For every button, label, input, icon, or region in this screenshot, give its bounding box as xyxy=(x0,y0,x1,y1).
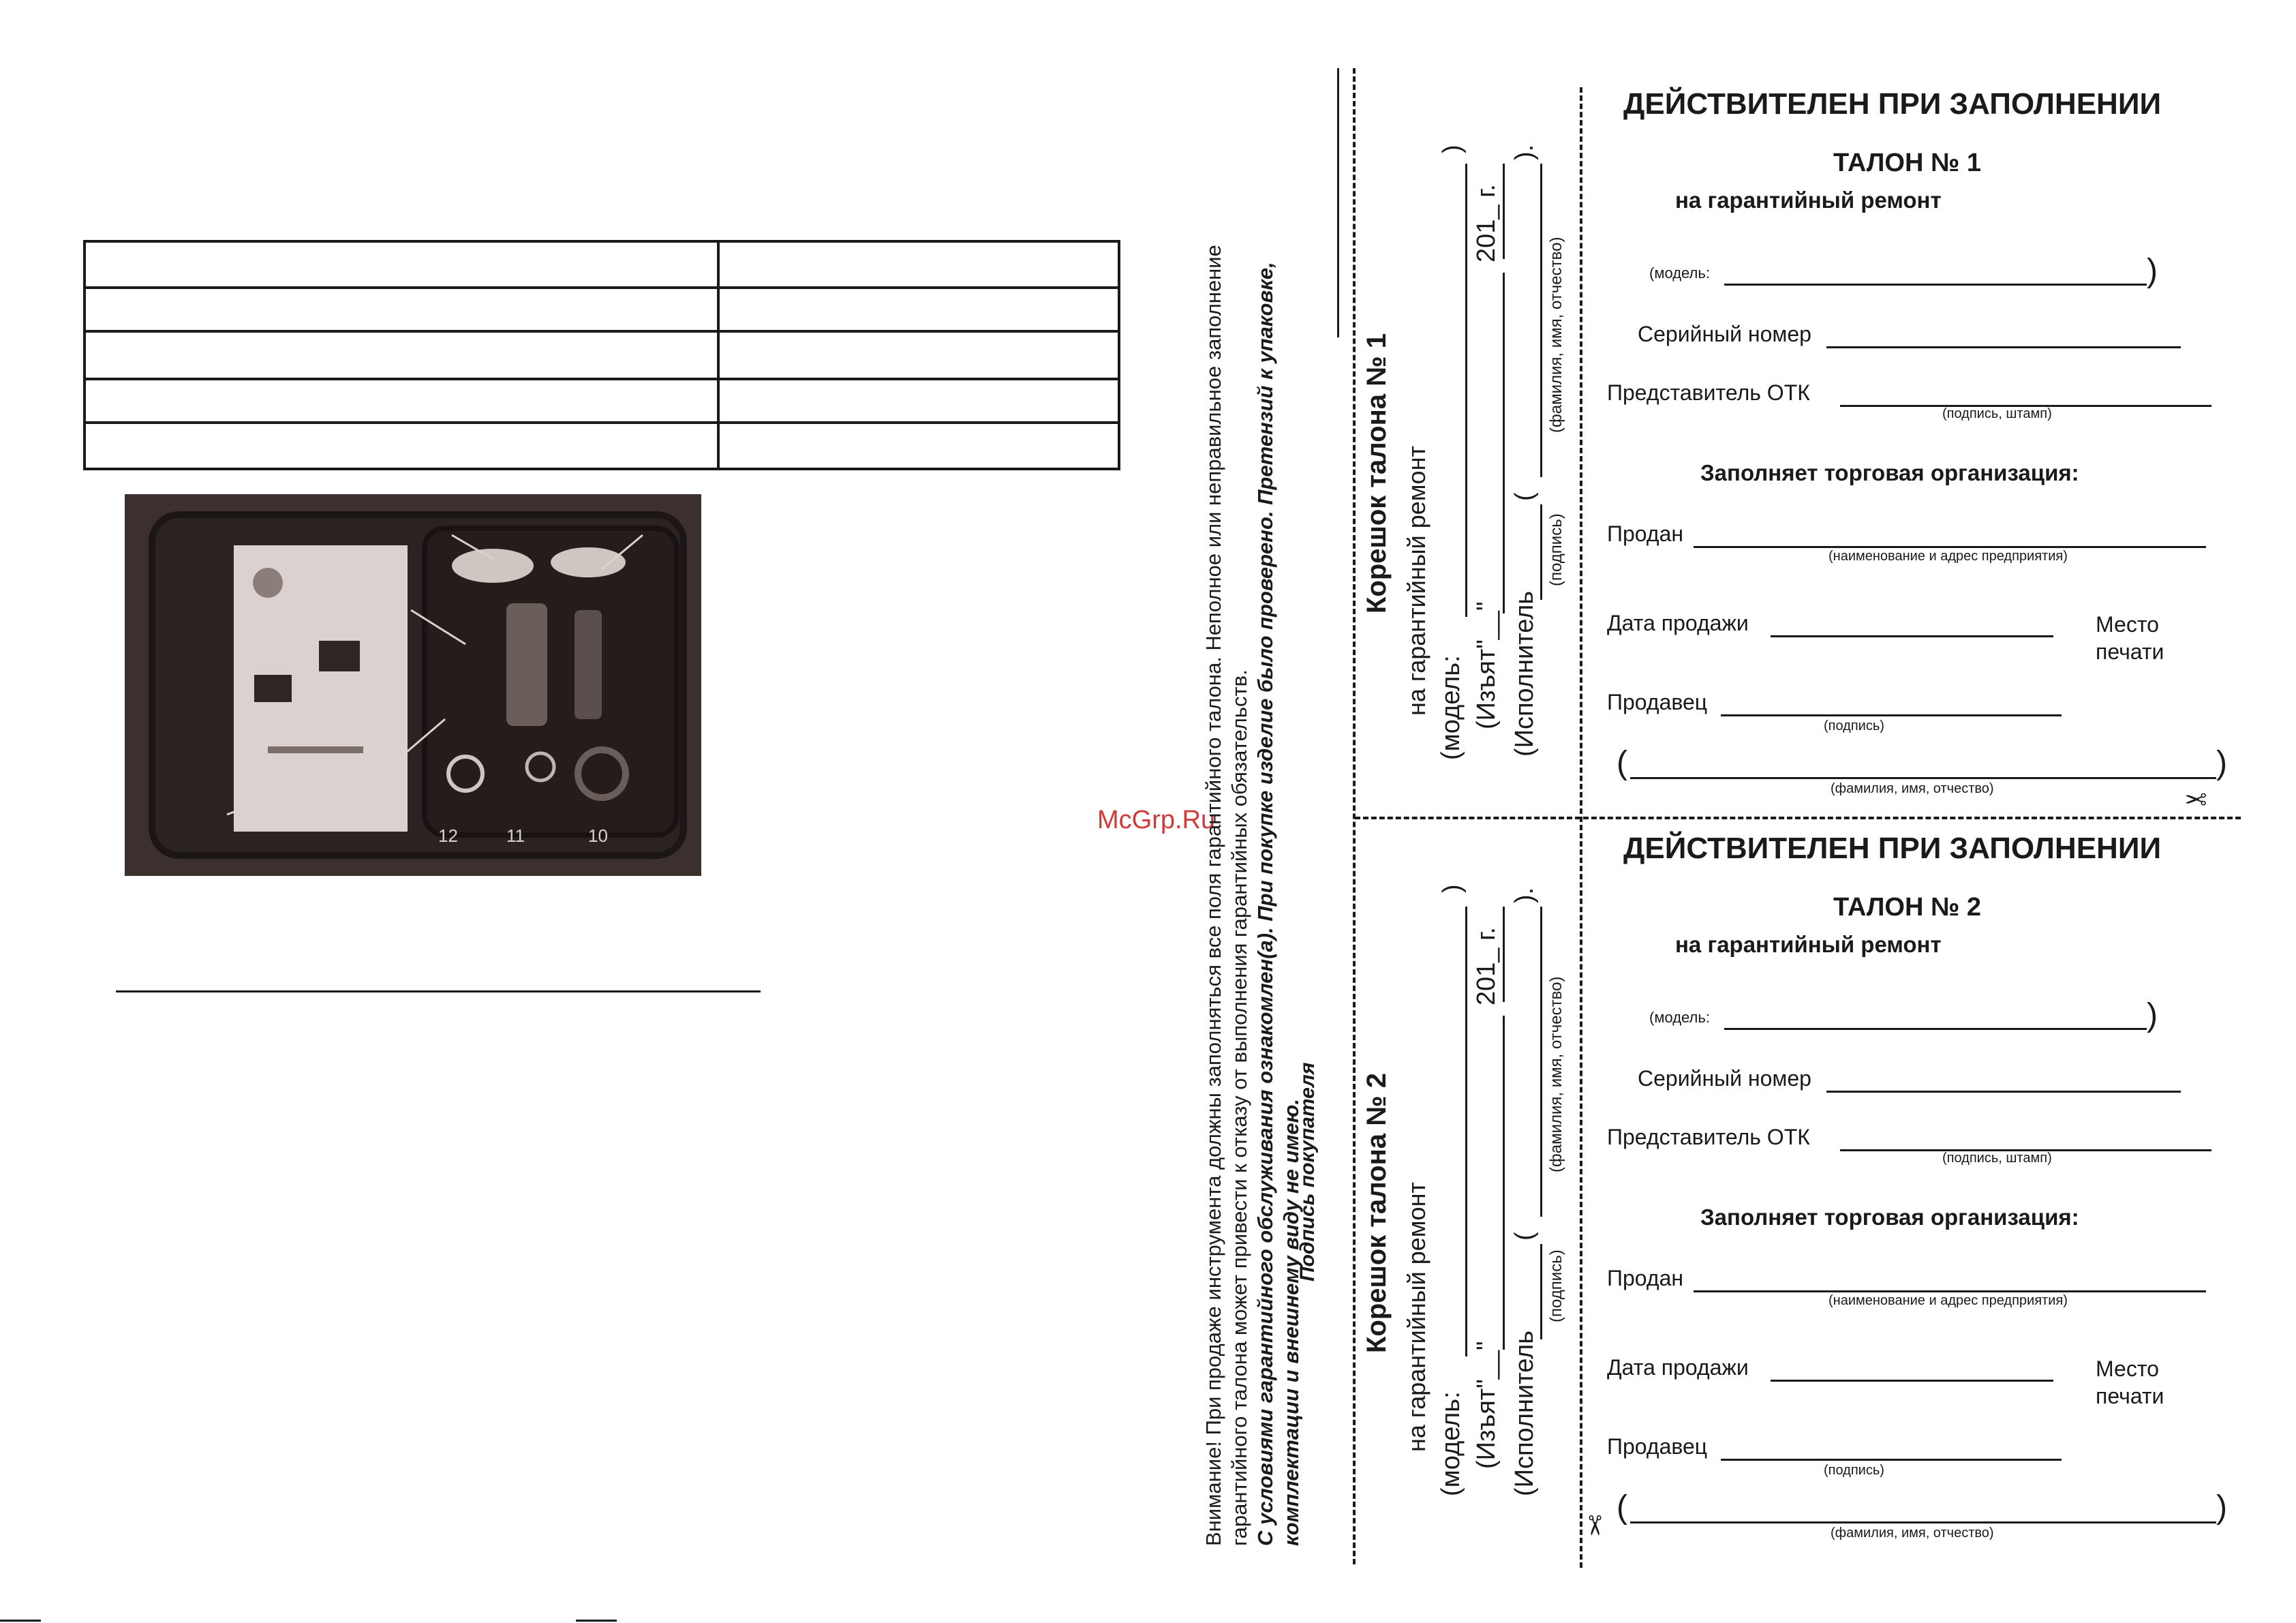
seller-label: Продавец xyxy=(1607,690,1708,714)
otk-label: Представитель ОТК xyxy=(1607,380,1810,405)
stub-sign-caption: (подпись) xyxy=(1547,1249,1565,1322)
name-open-paren: ( xyxy=(1617,1489,1627,1526)
stub-close-paren: ) xyxy=(1438,145,1467,153)
photo-label: 12 xyxy=(438,825,458,846)
table-cell xyxy=(718,241,1119,288)
product-kit-photo xyxy=(125,494,701,876)
stub-model-line xyxy=(1465,907,1467,1356)
stub-year: 201_ г. xyxy=(1472,927,1501,1005)
stub-seized-label: (Изъят"__" xyxy=(1472,601,1501,729)
buyer-signature-line xyxy=(1337,68,1339,337)
name-line xyxy=(1630,777,2216,779)
photo-label: 10 xyxy=(588,825,608,846)
repair-label: на гарантийный ремонт xyxy=(1675,187,1942,213)
stub-subtitle: на гарантийный ремонт xyxy=(1403,446,1430,716)
model-line xyxy=(1724,1028,2147,1030)
stub-open-paren: ( xyxy=(1510,492,1539,501)
trade-org-label: Заполняет торговая организация: xyxy=(1700,1204,2079,1230)
warranty-notice xyxy=(1201,53,1304,1546)
table-row xyxy=(85,288,1119,331)
table-cell xyxy=(85,288,718,331)
model-label: (модель: xyxy=(1649,1009,1710,1026)
spec-table xyxy=(83,240,1120,470)
table-cell xyxy=(85,379,718,423)
coupon-heading: ДЕЙСТВИТЕЛЕН ПРИ ЗАПОЛНЕНИИ xyxy=(1623,832,2162,865)
stub-name-line xyxy=(1540,164,1542,477)
stub-name-caption: (фамилия, имя, отчество) xyxy=(1547,237,1565,433)
table-row xyxy=(85,423,1119,469)
stub-name-line xyxy=(1540,907,1542,1217)
seller-line xyxy=(1721,1459,2062,1461)
seller-label: Продавец xyxy=(1607,1434,1708,1459)
notice-line-2: гарантийного талона может привести к отказу от выполнения гарантийных обязательств. xyxy=(1227,669,1251,1546)
signature-line xyxy=(116,990,761,992)
sold-line xyxy=(1694,1290,2206,1292)
seller-caption: (подпись) xyxy=(1824,718,1884,733)
coupon-heading: ДЕЙСТВИТЕЛЕН ПРИ ЗАПОЛНЕНИИ xyxy=(1623,87,2162,121)
sold-label: Продан xyxy=(1607,521,1684,546)
page-edge-mark xyxy=(0,1620,41,1622)
stub-year-line xyxy=(1503,907,1505,1002)
notice-line-3: С условиями гарантийного обслуживания ознакомлен(а). При покупке изделие было проверено. Претензий к упаковке, xyxy=(1253,262,1277,1546)
photo-label: 11 xyxy=(506,825,525,846)
sale-date-line xyxy=(1771,1380,2053,1382)
stub-subtitle: на гарантийный ремонт xyxy=(1403,1182,1430,1452)
talon-number: ТАЛОН № 2 xyxy=(1833,893,1981,922)
notice-line-1: Внимание! При продаже инструмента должны заполняться все поля гарантийного талона. Неполное или неправильное заполнение xyxy=(1201,245,1225,1546)
stub-open-paren: ( xyxy=(1510,1232,1539,1241)
stub-seized-label: (Изъят"__" xyxy=(1472,1341,1501,1469)
table-cell xyxy=(85,423,718,469)
notice-line-4: комплектации и внешнему виду не имею. xyxy=(1279,1099,1303,1546)
sale-date-label: Дата продажи xyxy=(1607,611,1749,635)
name-line xyxy=(1630,1521,2216,1523)
cut-line-middle xyxy=(1355,817,2241,819)
stub-seized-line xyxy=(1503,273,1505,613)
otk-label: Представитель ОТК xyxy=(1607,1125,1810,1149)
trade-org-label: Заполняет торговая организация: xyxy=(1700,460,2079,485)
name-close-paren: ) xyxy=(2216,1489,2227,1526)
repair-label: на гарантийный ремонт xyxy=(1675,932,1942,957)
page-edge-mark xyxy=(576,1620,617,1622)
cut-line-right xyxy=(1580,87,1582,1568)
table-row xyxy=(85,241,1119,288)
serial-line xyxy=(1826,346,2181,348)
stub-executor-line xyxy=(1540,1244,1542,1339)
buyer-signature-label: Подпись покупателя xyxy=(1296,1062,1319,1281)
stamp-place: Место xyxy=(2096,1356,2159,1381)
serial-line xyxy=(1826,1091,2181,1093)
scissors-icon: ✂ xyxy=(2184,783,2207,813)
stub-executor-line xyxy=(1540,504,1542,600)
sale-date-line xyxy=(1771,635,2053,637)
sold-label: Продан xyxy=(1607,1266,1684,1290)
model-close-paren: ) xyxy=(2147,253,2158,289)
stamp-place: Место xyxy=(2096,612,2159,637)
serial-label: Серийный номер xyxy=(1638,322,1811,346)
name-close-paren: ) xyxy=(2216,745,2227,781)
table-row xyxy=(85,379,1119,423)
table-cell xyxy=(718,379,1119,423)
model-close-paren: ) xyxy=(2147,997,2158,1033)
stub-year-line xyxy=(1503,164,1505,259)
model-label: (модель: xyxy=(1649,264,1710,282)
serial-label: Серийный номер xyxy=(1638,1066,1811,1091)
table-cell xyxy=(718,331,1119,379)
stub-end: ). xyxy=(1510,887,1539,903)
table-cell xyxy=(85,331,718,379)
stub-executor-label: (Исполнитель xyxy=(1510,590,1539,757)
stamp-place: печати xyxy=(2096,639,2164,664)
table-cell xyxy=(718,288,1119,331)
stub-sign-caption: (подпись) xyxy=(1547,513,1565,586)
sale-date-label: Дата продажи xyxy=(1607,1355,1749,1380)
name-open-paren: ( xyxy=(1617,745,1627,781)
stub-model-label: (модель: xyxy=(1437,1391,1465,1496)
stub-close-paren: ) xyxy=(1438,884,1467,893)
stub-title: Корешок талона № 1 xyxy=(1362,333,1392,613)
stub-name-caption: (фамилия, имя, отчество) xyxy=(1547,976,1565,1172)
name-caption: (фамилия, имя, отчество) xyxy=(1831,781,1994,796)
talon-number: ТАЛОН № 1 xyxy=(1833,149,1981,177)
stub-seized-line xyxy=(1503,1016,1505,1350)
stub-model-label: (модель: xyxy=(1437,655,1465,760)
watermark: McGrp.Ru xyxy=(1097,806,1216,834)
stamp-place: печати xyxy=(2096,1384,2164,1408)
stub-executor-label: (Исполнитель xyxy=(1510,1330,1539,1496)
name-caption: (фамилия, имя, отчество) xyxy=(1831,1526,1994,1541)
sold-caption: (наименование и адрес предприятия) xyxy=(1828,549,2068,564)
table-row xyxy=(85,331,1119,379)
scissors-icon: ✂ xyxy=(1578,1514,1609,1537)
sold-caption: (наименование и адрес предприятия) xyxy=(1828,1293,2068,1308)
model-line xyxy=(1724,284,2147,286)
table-cell xyxy=(718,423,1119,469)
stub-year: 201_ г. xyxy=(1472,184,1501,262)
otk-caption: (подпись, штамп) xyxy=(1942,406,2052,421)
otk-caption: (подпись, штамп) xyxy=(1942,1151,2052,1166)
seller-caption: (подпись) xyxy=(1824,1463,1884,1478)
stub-title: Корешок талона № 2 xyxy=(1362,1072,1392,1353)
stub-end: ). xyxy=(1510,144,1539,160)
stub-model-line xyxy=(1465,164,1467,617)
seller-line xyxy=(1721,714,2062,716)
table-cell xyxy=(85,241,718,288)
sold-line xyxy=(1694,546,2206,548)
